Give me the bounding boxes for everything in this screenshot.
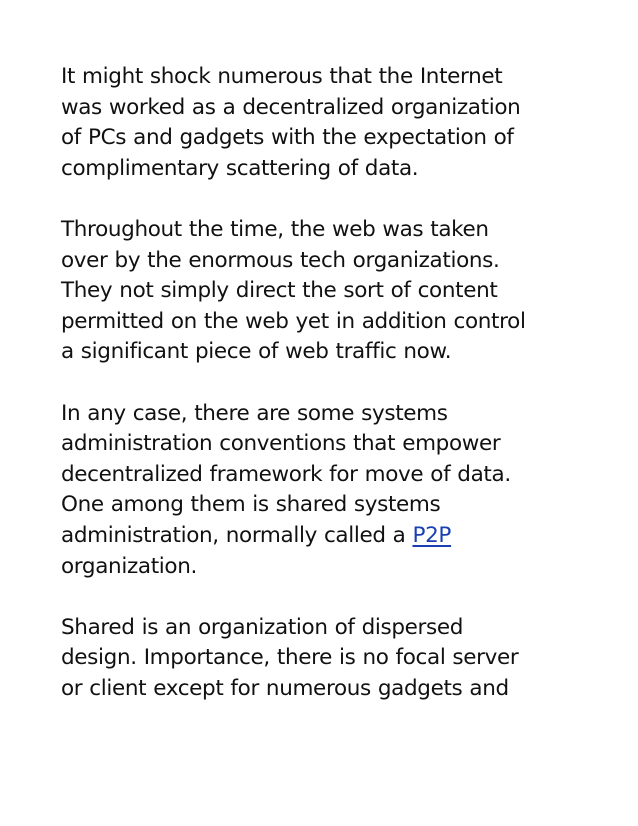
text-line: administration conventions that empower — [61, 431, 501, 457]
text-line: complimentary scattering of data. — [61, 155, 419, 181]
paragraph-4 — [61, 613, 601, 705]
text-line: Throughout the time, the web was taken — [61, 216, 489, 242]
text-line: It might shock numerous that the Internet — [61, 64, 503, 89]
text-fragment: administration, normally called a — [61, 522, 413, 548]
text-line: organization. — [61, 553, 197, 579]
paragraph-2 — [61, 215, 601, 368]
text-line: They not simply direct the sort of content — [61, 278, 498, 304]
p2p-link[interactable]: P2P — [412, 522, 452, 548]
text-line: decentralized framework for move of data. — [61, 461, 511, 487]
text-line: of PCs and gadgets with the expectation of — [61, 125, 514, 151]
text-line: permitted on the web yet in addition control — [61, 308, 526, 334]
text-line-with-link — [61, 521, 601, 552]
text-line: Shared is an organization of dispersed — [61, 614, 464, 640]
text-line: a significant piece of web traffic now. — [61, 339, 452, 365]
text-line: or client except for numerous gadgets and — [61, 675, 509, 701]
text-line: design. Importance, there is no focal server — [61, 645, 519, 671]
paragraph-1 — [61, 62, 601, 184]
paragraph-3 — [61, 399, 601, 583]
text-line: over by the enormous tech organizations. — [61, 247, 500, 273]
text-line: was worked as a decentralized organization — [61, 94, 521, 120]
document-body — [61, 62, 601, 735]
text-line: One among them is shared systems — [61, 492, 441, 518]
text-line: In any case, there are some systems — [61, 400, 448, 426]
